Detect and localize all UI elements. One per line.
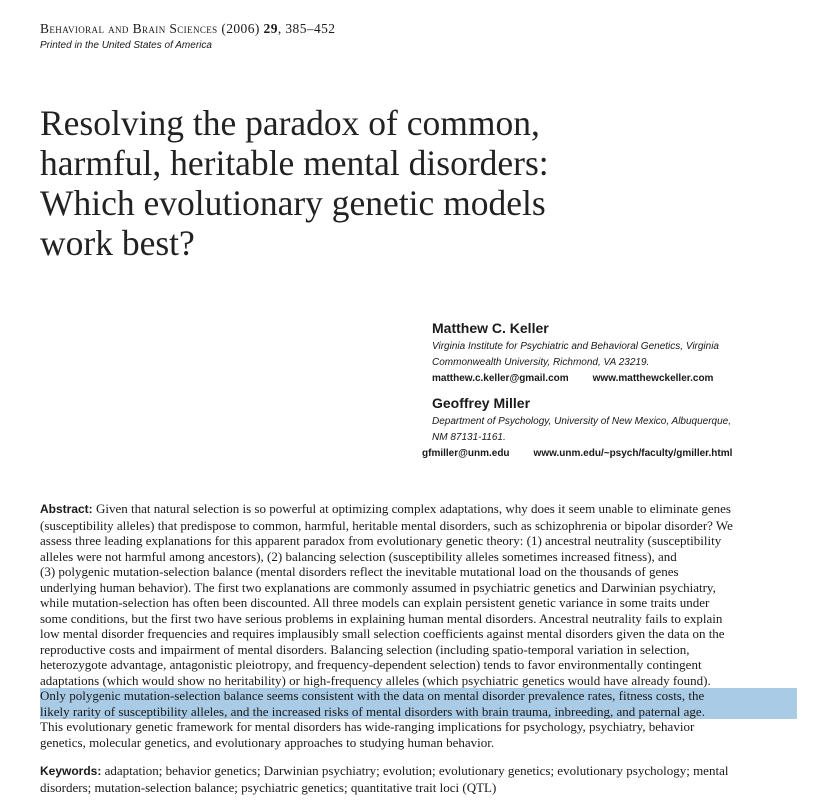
title-line: work best?	[40, 223, 195, 263]
title-line: harmful, heritable mental disorders:	[40, 143, 549, 183]
title-line: Resolving the paradox of common,	[40, 103, 540, 143]
author-name: Matthew C. Keller	[432, 320, 549, 336]
printed-notice: Printed in the United States of America	[40, 40, 212, 51]
article-title	[40, 103, 680, 263]
abstract-line: adaptations (which would show no heritability) or high-frequency alleles (which psychiatric genetics would have already found).	[40, 672, 711, 688]
highlighted-text-selection[interactable]: likely rarity of susceptibility alleles, and the increased risks of mental disorders with brain trauma, inbreeding, and paternal age.	[40, 704, 797, 720]
author-affiliation	[432, 339, 719, 370]
author-website-link[interactable]: www.matthewckeller.com	[592, 373, 714, 384]
abstract-line: genetics, molecular genetics, and evolutionary approaches to studying human behavior.	[40, 734, 495, 750]
keywords-label: Keywords:	[40, 764, 102, 778]
keywords-line: disorders; mutation-selection balance; psychiatric genetics; quantitative trait loci (QTL)	[40, 779, 497, 795]
abstract-line: (3) polygenic mutation-selection balance (mental disorders reflect the inevitable mutational load on the thousands of genes	[40, 564, 679, 579]
abstract-line: low mental disorder frequencies and requires implausibly small selection coefficients against mental disorders given the data on the	[40, 626, 725, 641]
abstract	[40, 501, 797, 750]
abstract-line: (susceptibility alleles) that predispose to common, harmful, heritable mental disorders, such as schizophrenia or bipolar disorder? We	[40, 517, 733, 533]
journal-volume: 29	[263, 21, 278, 36]
author-contact	[422, 447, 732, 461]
author-block-keller	[432, 319, 719, 386]
abstract-line: reproductive costs and impairment of mental disorders. Balancing selection (including spatio-temporal variation in selection,	[40, 641, 690, 657]
abstract-text: Given that natural selection is so powerful at optimizing complex adaptations, why does it seem unable to eliminate genes	[92, 501, 731, 516]
author-name: Geoffrey Miller	[432, 395, 531, 411]
author-website-link[interactable]: www.unm.edu/~psych/faculty/gmiller.html	[533, 448, 733, 459]
abstract-line	[40, 501, 797, 518]
affiliation-line: Department of Psychology, University of New Mexico, Albuquerque,	[432, 416, 732, 427]
abstract-line: some conditions, but the first two have serious problems in explaining human mental disorders. Ancestral neutrality fails to explain	[40, 610, 723, 626]
title-line: Which evolutionary genetic models	[40, 183, 546, 223]
author-affiliation	[432, 414, 732, 445]
author-email-link[interactable]: matthew.c.keller@gmail.com	[432, 373, 569, 384]
author-email-link[interactable]: gfmiller@unm.edu	[422, 448, 510, 459]
abstract-label: Abstract:	[40, 502, 93, 516]
affiliation-line: NM 87131-1161.	[432, 431, 506, 443]
keywords-text: adaptation; behavior genetics; Darwinian psychiatry; evolution; evolutionary genetics; evolutionary psychology; mental	[101, 763, 729, 778]
author-block-miller	[422, 394, 733, 461]
abstract-line: while mutation-selection has often been discounted. All three models can explain persistent genetic variance in some traits under	[40, 595, 710, 610]
abstract-line: This evolutionary genetic framework for mental disorders has wide-ranging implications for psychology, psychiatry, behavior	[40, 719, 695, 734]
highlighted-text-selection[interactable]: Only polygenic mutation-selection balance seems consistent with the data on mental disorder prevalence rates, fitness costs, the	[40, 688, 797, 704]
abstract-line: heterozygote advantage, antagonistic pleiotropy, and frequency-dependent selection) tends to favor environmentally contingent	[40, 657, 702, 672]
abstract-line: assess three leading explanations for this apparent paradox from evolutionary genetic theory: (1) ancestral neutrality (susceptibility	[40, 533, 722, 548]
journal-name: Behavioral and Brain Sciences	[40, 21, 218, 36]
abstract-line: underlying human behavior). The first two explanations are commonly assumed in psychiatric genetics and Darwinian psychiatry,	[40, 579, 716, 595]
affiliation-line: Virginia Institute for Psychiatric and Behavioral Genetics, Virginia	[432, 341, 719, 352]
affiliation-line: Commonwealth University, Richmond, VA 23219.	[432, 356, 650, 368]
journal-header	[40, 21, 335, 37]
author-contact	[432, 372, 719, 386]
journal-pages: , 385–452	[277, 21, 336, 36]
keywords	[40, 763, 797, 795]
journal-year: (2006)	[221, 21, 260, 36]
keywords-line	[40, 763, 797, 780]
abstract-line: alleles were not harmful among ancestors), (2) balancing selection (susceptibility alleles sometimes increased fitness), and	[40, 548, 677, 564]
